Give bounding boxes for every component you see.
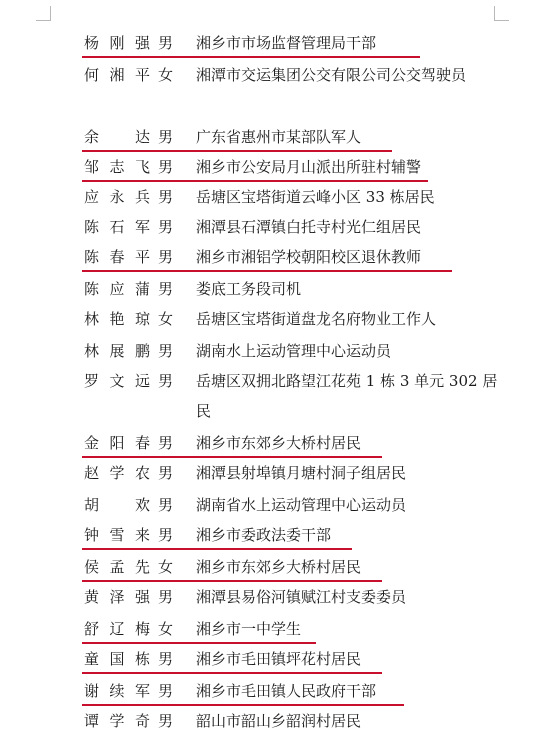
person-name: 林展鹏 xyxy=(84,342,150,360)
list-item xyxy=(0,520,542,550)
person-name: 黄泽强 xyxy=(84,588,150,606)
person-description: 湘乡市市场监督管理局干部 xyxy=(196,34,377,52)
list-item xyxy=(0,242,542,272)
person-name: 陈石军 xyxy=(84,218,150,236)
person-sex: 女 xyxy=(158,66,174,84)
person-sex: 女 xyxy=(158,620,174,638)
person-sex: 男 xyxy=(158,588,174,606)
person-name: 罗文远 xyxy=(84,372,150,390)
person-sex: 男 xyxy=(158,526,174,544)
list-item xyxy=(0,676,542,706)
person-sex: 男 xyxy=(158,34,174,52)
list-item xyxy=(0,366,542,426)
person-name: 赵学农 xyxy=(84,464,150,482)
person-sex: 男 xyxy=(158,188,174,206)
person-description: 湘乡市东郊乡大桥村居民 xyxy=(196,434,362,452)
person-description: 岳塘区双拥北路望江花苑 1 栋 3 单元 302 居民 xyxy=(196,372,498,420)
person-description: 韶山市韶山乡韶润村居民 xyxy=(196,712,362,730)
person-description: 岳塘区宝塔街道盘龙名府物业工作人 xyxy=(196,310,437,328)
list-item xyxy=(0,428,542,458)
person-sex: 男 xyxy=(158,218,174,236)
person-name: 邹志飞 xyxy=(84,158,150,176)
list-item xyxy=(0,582,542,612)
person-description: 湘潭市交运集团公交有限公司公交驾驶员 xyxy=(196,66,467,84)
red-underline-mark xyxy=(82,672,382,674)
person-sex: 男 xyxy=(158,682,174,700)
person-name: 金阳春 xyxy=(84,434,150,452)
person-sex: 男 xyxy=(158,650,174,668)
person-description: 湘乡市一中学生 xyxy=(196,620,302,638)
person-name: 陈应蒲 xyxy=(84,280,150,298)
person-name: 舒辽梅 xyxy=(84,620,150,638)
person-description: 湘乡市公安局月山派出所驻村辅警 xyxy=(196,158,422,176)
list-item xyxy=(0,644,542,674)
person-name: 童国栋 xyxy=(84,650,150,668)
person-sex: 男 xyxy=(158,248,174,266)
red-underline-mark xyxy=(82,548,352,550)
list-item xyxy=(0,122,542,152)
person-description: 湘乡市毛田镇人民政府干部 xyxy=(196,682,377,700)
list-item xyxy=(0,304,542,334)
person-description: 湘潭县石潭镇白托寺村光仁组居民 xyxy=(196,218,422,236)
person-name: 杨刚强 xyxy=(84,34,150,52)
list-item xyxy=(0,28,542,58)
person-description: 广东省惠州市某部队军人 xyxy=(196,128,362,146)
person-name: 何湘平 xyxy=(84,66,150,84)
person-sex: 女 xyxy=(158,310,174,328)
person-description: 湘潭县射埠镇月塘村洞子组居民 xyxy=(196,464,407,482)
person-sex: 男 xyxy=(158,158,174,176)
person-description: 娄底工务段司机 xyxy=(196,280,302,298)
page-corner-mark-right xyxy=(494,6,509,21)
person-sex: 男 xyxy=(158,496,174,514)
list-item xyxy=(0,182,542,212)
person-sex: 女 xyxy=(158,558,174,576)
person-description: 湘乡市湘铝学校朝阳校区退休教师 xyxy=(196,248,422,266)
list-item xyxy=(0,212,542,242)
person-description: 湘乡市毛田镇坪花村居民 xyxy=(196,650,362,668)
person-sex: 男 xyxy=(158,128,174,146)
person-name: 胡 欢 xyxy=(84,496,150,514)
person-sex: 男 xyxy=(158,372,174,390)
person-name: 应永兵 xyxy=(84,188,150,206)
person-sex: 男 xyxy=(158,280,174,298)
person-sex: 男 xyxy=(158,342,174,360)
person-name: 陈春平 xyxy=(84,248,150,266)
person-name: 谢续军 xyxy=(84,682,150,700)
person-name: 谭学奇 xyxy=(84,712,150,730)
person-name: 钟雪来 xyxy=(84,526,150,544)
list-item xyxy=(0,152,542,182)
red-underline-mark xyxy=(82,56,420,58)
person-description: 湘乡市东郊乡大桥村居民 xyxy=(196,558,362,576)
person-sex: 男 xyxy=(158,434,174,452)
list-item xyxy=(0,552,542,582)
person-name: 余 达 xyxy=(84,128,150,146)
person-description: 湖南水上运动管理中心运动员 xyxy=(196,342,392,360)
list-item xyxy=(0,706,542,736)
list-item xyxy=(0,274,542,304)
list-item xyxy=(0,458,542,488)
person-name: 侯孟先 xyxy=(84,558,150,576)
list-item xyxy=(0,614,542,644)
person-name: 林艳琼 xyxy=(84,310,150,328)
person-description: 岳塘区宝塔街道云峰小区 33 栋居民 xyxy=(196,188,435,206)
person-sex: 男 xyxy=(158,712,174,730)
person-description: 湖南省水上运动管理中心运动员 xyxy=(196,496,407,514)
list-item xyxy=(0,60,542,120)
page-corner-mark-left xyxy=(36,6,51,21)
person-sex: 男 xyxy=(158,464,174,482)
list-item xyxy=(0,336,542,366)
person-description: 湘乡市委政法委干部 xyxy=(196,526,332,544)
person-description: 湘潭县易俗河镇赋江村支委委员 xyxy=(196,588,407,606)
red-underline-mark xyxy=(82,270,452,272)
list-item xyxy=(0,490,542,520)
